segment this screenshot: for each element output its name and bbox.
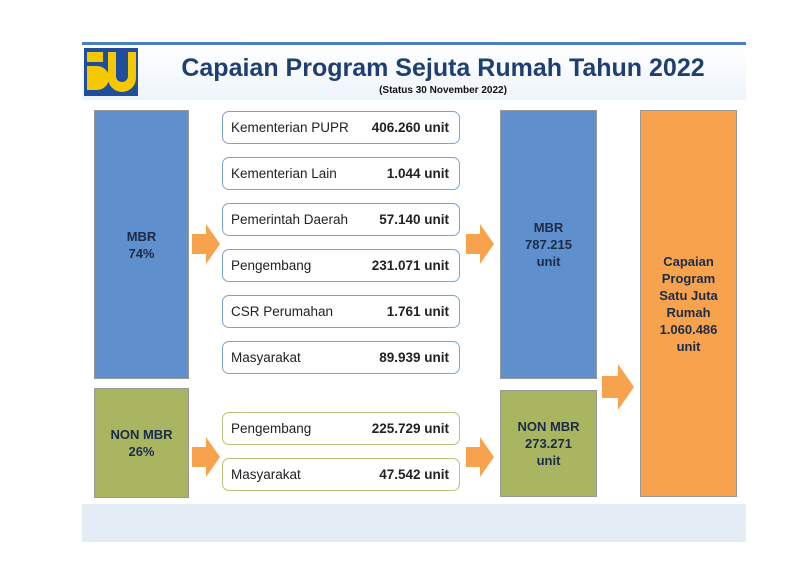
non-mbr-total-box (500, 390, 597, 497)
item-label: Masyarakat (231, 350, 301, 365)
list-item (222, 458, 460, 491)
page-subtitle: (Status 30 November 2022) (379, 85, 507, 96)
item-value: 231.071 unit (371, 258, 449, 273)
item-value: 225.729 unit (371, 421, 449, 436)
header-top-line (82, 42, 746, 45)
list-item (222, 295, 460, 328)
item-value: 1.761 unit (386, 304, 449, 319)
footer-band (82, 504, 746, 542)
mbr-total-value: 787.215 (525, 237, 572, 252)
total-line-2: Program (661, 270, 716, 286)
item-label: Kementerian PUPR (231, 120, 349, 135)
non-mbr-label: NON MBR (110, 427, 173, 442)
page-title: Capaian Program Sejuta Rumah Tahun 2022 (181, 54, 705, 82)
mbr-total-unit: unit (536, 254, 561, 269)
list-item (222, 203, 460, 236)
non-mbr-total-value: 273.271 (524, 436, 572, 451)
total-line-4: Rumah (666, 304, 711, 320)
mbr-label: MBR (126, 228, 157, 244)
total-value: 1.060.486 (659, 321, 718, 337)
total-unit: unit (676, 338, 701, 354)
item-value: 47.542 unit (379, 467, 449, 482)
non-mbr-percentage-box (94, 388, 189, 498)
non-mbr-total-unit: unit (536, 453, 561, 468)
mbr-total-box (500, 110, 597, 379)
mbr-total-label: MBR (533, 220, 564, 235)
list-item (222, 111, 460, 144)
item-label: Kementerian Lain (231, 166, 337, 181)
item-value: 89.939 unit (379, 350, 449, 365)
item-value: 1.044 unit (386, 166, 449, 181)
pupr-logo-icon (84, 48, 138, 96)
item-label: Pengembang (231, 421, 312, 436)
mbr-percent: 74% (128, 245, 155, 261)
item-value: 57.140 unit (379, 212, 449, 227)
list-item (222, 157, 460, 190)
item-label: Masyarakat (231, 467, 301, 482)
arrow-right-icon (602, 364, 634, 410)
list-item (222, 249, 460, 282)
arrow-right-icon (466, 437, 494, 477)
total-line-1: Capaian (663, 253, 714, 269)
grand-total-box (640, 110, 737, 497)
non-mbr-percent: 26% (128, 444, 155, 459)
non-mbr-total-label: NON MBR (517, 419, 580, 434)
item-label: CSR Perumahan (231, 304, 334, 319)
item-label: Pengembang (231, 258, 312, 273)
list-item (222, 412, 460, 445)
mbr-percentage-box (94, 110, 189, 379)
item-label: Pemerintah Daerah (231, 212, 349, 227)
arrow-right-icon (466, 224, 494, 264)
total-line-3: Satu Juta (659, 287, 718, 303)
list-item (222, 341, 460, 374)
item-value: 406.260 unit (371, 120, 449, 135)
arrow-right-icon (192, 437, 220, 477)
arrow-right-icon (192, 224, 220, 264)
